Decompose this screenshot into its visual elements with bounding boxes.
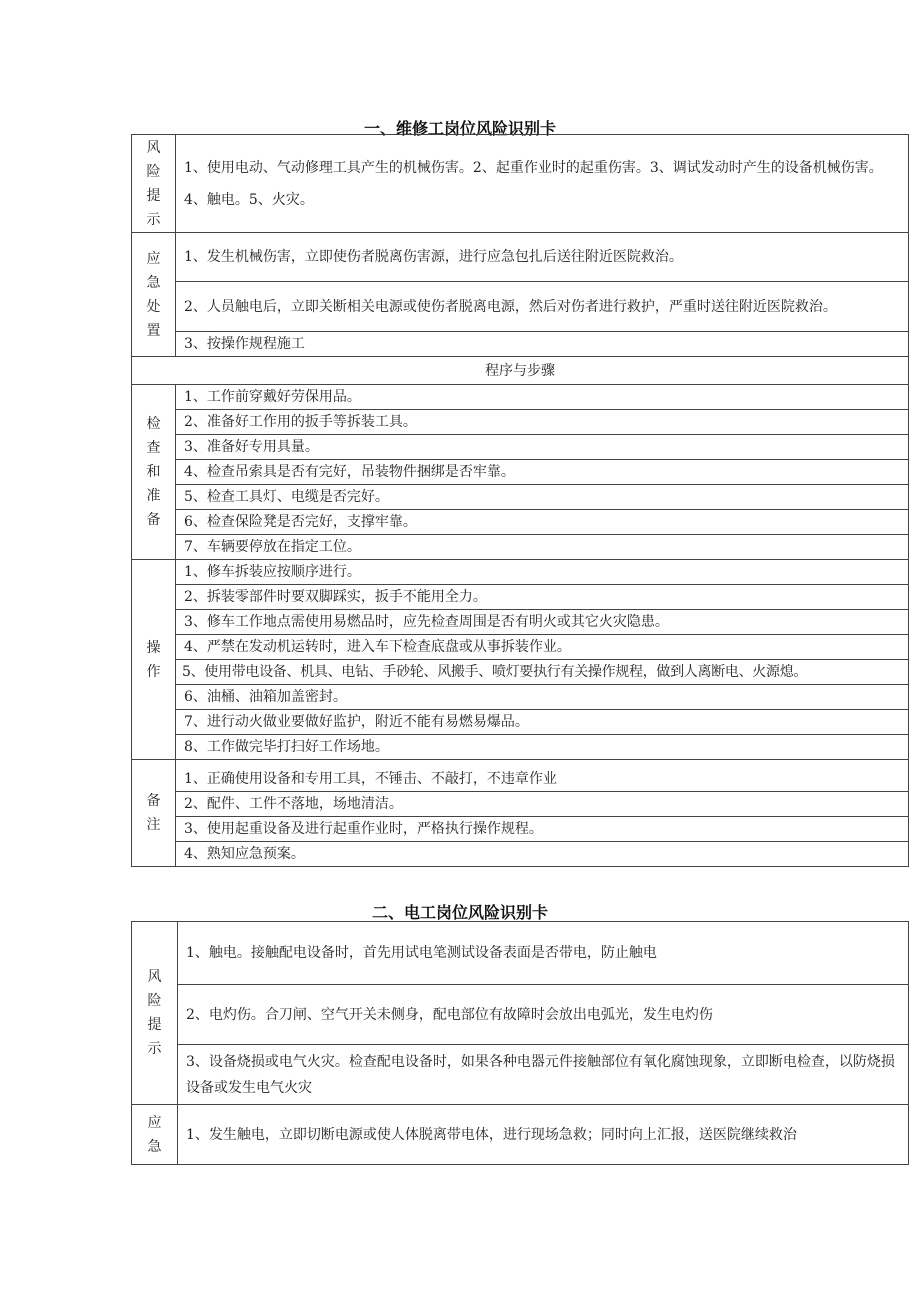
- risk-item: 1、使用电动、气动修理工具产生的机械伤害。2、起重作业时的起重伤害。3、调试发动时产生的设备机械伤害。4、触电。5、火灾。: [176, 135, 909, 233]
- operation-item: 3、修车工作地点需使用易燃品时，应先检查周围是否有明火或其它火灾隐患。: [176, 610, 909, 635]
- card-title-1: 一、维修工岗位风险识别卡: [363, 119, 556, 138]
- notes-label-cell: 备注: [132, 760, 176, 867]
- check-item: 2、准备好工作用的扳手等拆装工具。: [176, 410, 909, 435]
- risk-card-table-2: [131, 921, 909, 1165]
- notes-item: 4、熟知应急预案。: [176, 842, 909, 867]
- operation-item: 2、拆装零部件时要双脚踩实，扳手不能用全力。: [176, 585, 909, 610]
- operation-item: 7、进行动火做业要做好监护，附近不能有易燃易爆品。: [176, 710, 909, 735]
- risk-label-cell: 风险提示: [132, 135, 176, 233]
- risk-item: 1、触电。接触配电设备时，首先用试电笔测试设备表面是否带电，防止触电: [178, 922, 909, 985]
- notes-item: 2、配件、工件不落地，场地清洁。: [176, 792, 909, 817]
- check-item: 7、车辆要停放在指定工位。: [176, 535, 909, 560]
- emergency-item: 1、发生机械伤害，立即使伤者脱离伤害源，进行应急包扎后送往附近医院救治。: [176, 233, 909, 282]
- operation-label-cell: 操作: [132, 560, 176, 760]
- check-item: 6、检查保险凳是否完好，支撑牢靠。: [176, 510, 909, 535]
- risk-item: 3、设备烧损或电气火灾。检查配电设备时，如果各种电器元件接触部位有氧化腐蚀现象，立即断电检查，以防烧损设备或发生电气火灾: [178, 1045, 909, 1105]
- check-item: 5、检查工具灯、电缆是否完好。: [176, 485, 909, 510]
- card-title-2: 二、电工岗位风险识别卡: [371, 903, 548, 922]
- check-item: 3、准备好专用具量。: [176, 435, 909, 460]
- operation-item: 1、修车拆装应按顺序进行。: [176, 560, 909, 585]
- operation-item: 8、工作做完毕打扫好工作场地。: [176, 735, 909, 760]
- operation-item: 6、油桶、油箱加盖密封。: [176, 685, 909, 710]
- check-label-cell: 检查和准备: [132, 385, 176, 560]
- emergency-item: 3、按操作规程施工: [176, 332, 909, 357]
- notes-item: 1、正确使用设备和专用工具，不锤击、不敲打，不违章作业: [176, 760, 909, 792]
- risk-card-table-1: [131, 134, 909, 867]
- operation-item: 4、严禁在发动机运转时，进入车下检查底盘或从事拆装作业。: [176, 635, 909, 660]
- notes-item: 3、使用起重设备及进行起重作业时，严格执行操作规程。: [176, 817, 909, 842]
- emergency-item: 1、发生触电，立即切断电源或使人体脱离带电体，进行现场急救；同时向上汇报，送医院继续救治: [178, 1105, 909, 1165]
- emergency-label-cell: 应急处置: [132, 233, 176, 357]
- check-item: 1、工作前穿戴好劳保用品。: [176, 385, 909, 410]
- emergency-item: 2、人员触电后，立即关断相关电源或使伤者脱离电源，然后对伤者进行救护，严重时送往附近医院救治。: [176, 282, 909, 332]
- emergency-label-cell: 应急: [132, 1105, 178, 1165]
- operation-item: 5、使用带电设备、机具、电钻、手砂轮、风搬手、喷灯要执行有关操作规程，做到人离断电、火源熄。: [176, 660, 909, 685]
- risk-item: 2、电灼伤。合刀闸、空气开关未侧身，配电部位有故障时会放出电弧光，发生电灼伤: [178, 985, 909, 1045]
- check-item: 4、检查吊索具是否有完好，吊装物件捆绑是否牢靠。: [176, 460, 909, 485]
- risk-label-cell: 风险提示: [132, 922, 178, 1105]
- procedure-header: 程序与步骤: [132, 357, 909, 385]
